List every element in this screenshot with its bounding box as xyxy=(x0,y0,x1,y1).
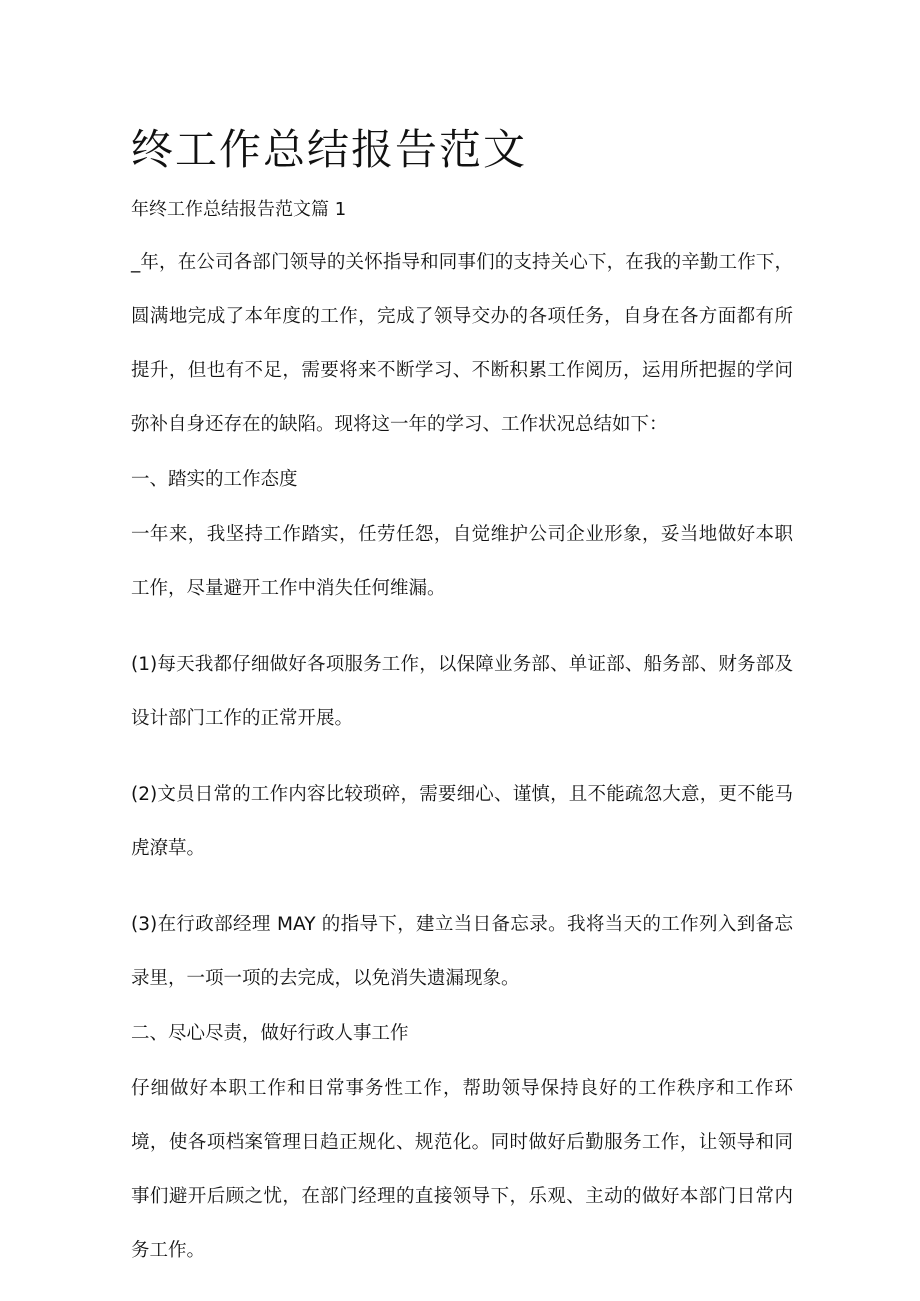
document-content xyxy=(131,120,793,1278)
list-item-2: (2)文员日常的工作内容比较琐碎，需要细心、谨慎，且不能疏忽大意，更不能马虎潦草。 xyxy=(131,784,793,859)
section-2-paragraph: 仔细做好本职工作和日常事务性工作，帮助领导保持良好的工作秩序和工作环境，使各项档案管理日趋正规化、规范化。同时做好后勤服务工作，让领导和同事们避开后顾之忧，在部门经理的直接领导下，乐观、主动的做好本部门日常内务工作。 xyxy=(131,1078,793,1261)
list-item-3: (3)在行政部经理 MAY 的指导下，建立当日备忘录。我将当天的工作列入到备忘录里，一项一项的去完成，以免消失遗漏现象。 xyxy=(131,914,793,989)
intro-paragraph: _年，在公司各部门领导的关怀指导和同事们的支持关心下，在我的辛勤工作下，圆满地完成了本年度的工作，完成了领导交办的各项任务，自身在各方面都有所提升，但也有不足，需要将来不断学习、不断积累工作阅历，运用所把握的学问弥补自身还存在的缺陷。现将这一年的学习、工作状况总结如下： xyxy=(131,252,793,435)
document-title: 终工作总结报告范文 xyxy=(131,125,528,174)
document-subtitle: 年终工作总结报告范文篇 1 xyxy=(131,199,347,220)
section-1-paragraph: 一年来，我坚持工作踏实，任劳任怨，自觉维护公司企业形象，妥当地做好本职工作，尽量避开工作中消失任何维漏。 xyxy=(131,524,793,599)
section-heading-2: 二、尽心尽责，做好行政人事工作 xyxy=(131,1023,409,1044)
list-item-1: (1)每天我都仔细做好各项服务工作，以保障业务部、单证部、船务部、财务部及设计部门工作的正常开展。 xyxy=(131,654,793,729)
section-heading-1: 一、踏实的工作态度 xyxy=(131,469,298,490)
